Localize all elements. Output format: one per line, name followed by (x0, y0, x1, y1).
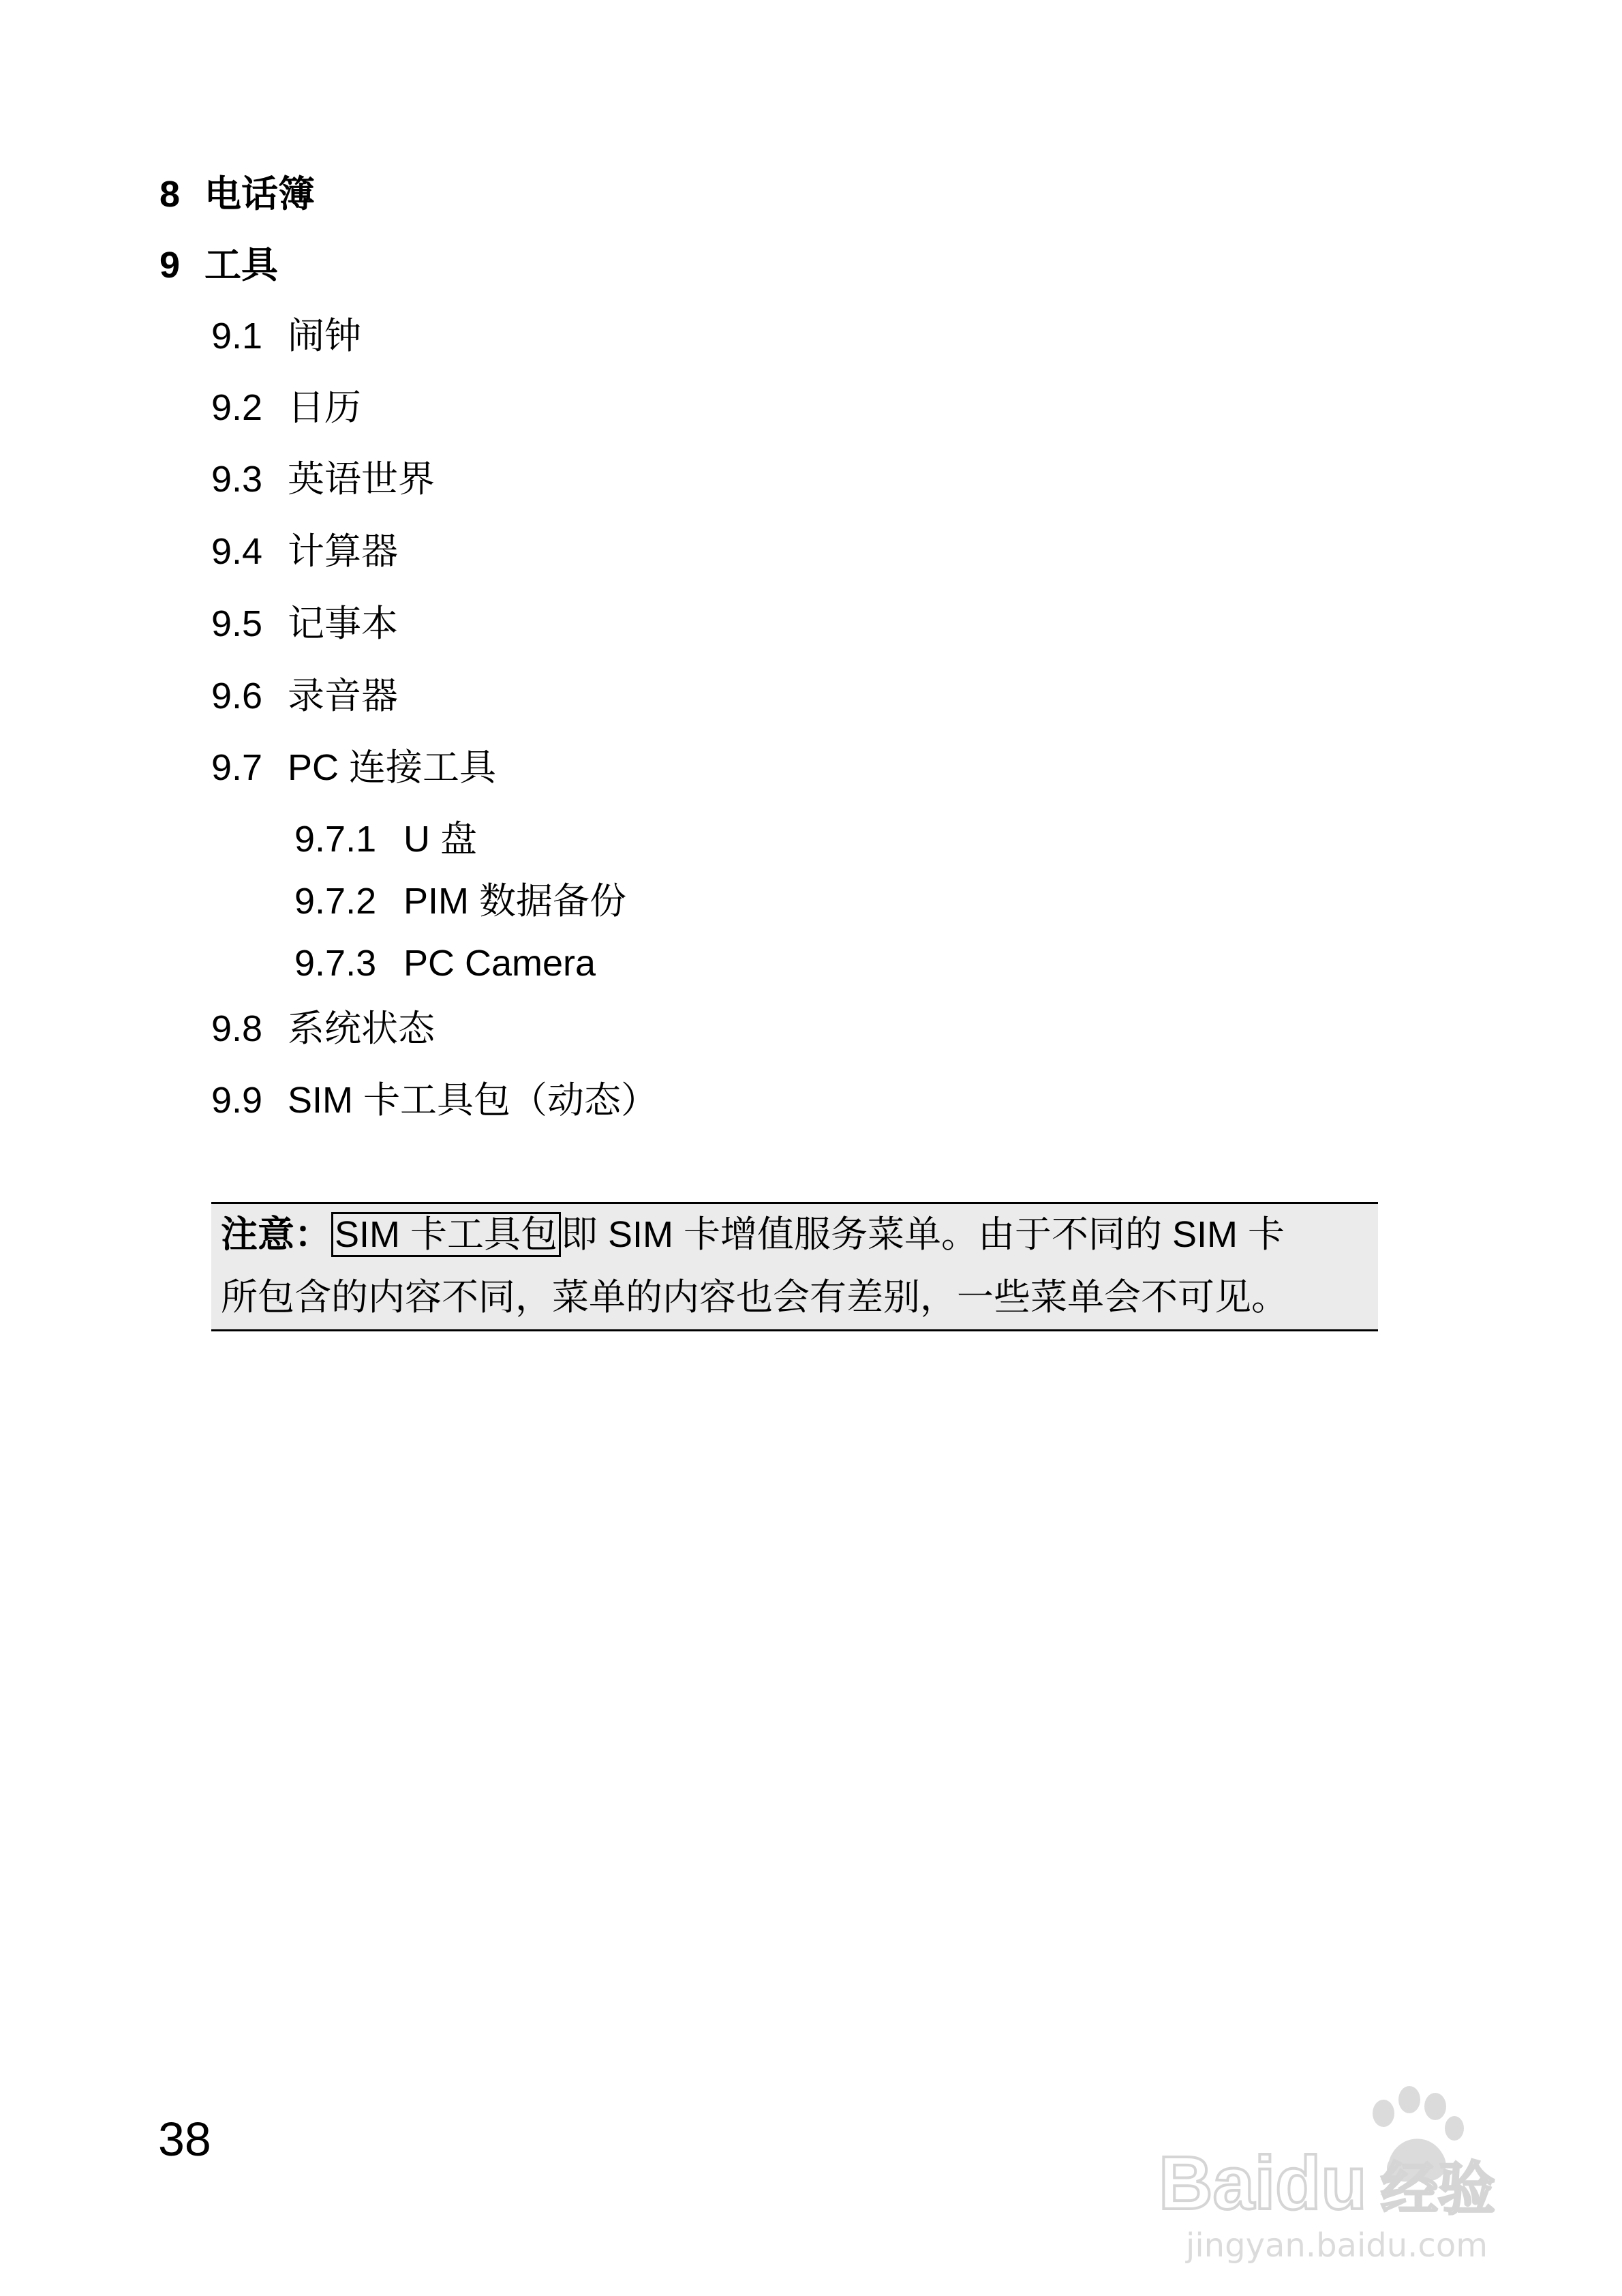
section-title: 日历 (288, 387, 361, 428)
toc-section-9-8 (211, 1006, 435, 1051)
section-number: 9.9 (211, 1080, 263, 1121)
section-title: 录音器 (288, 676, 398, 716)
note-line-1 (221, 1212, 1285, 1257)
toc-chapter-9 (159, 243, 278, 288)
section-number: 9.3 (211, 459, 263, 500)
section-number: 9.4 (211, 531, 263, 572)
toc-section-9-2 (211, 385, 361, 430)
section-number: 9.8 (211, 1008, 263, 1049)
chapter-title: 电话簿 (204, 174, 315, 215)
note-box (211, 1202, 1378, 1331)
section-title: PC 连接工具 (288, 747, 497, 788)
toc-section-9-1 (211, 314, 361, 359)
svg-text:jingyan.baidu.com: jingyan.baidu.com (1186, 2226, 1488, 2265)
subsection-number: 9.7.1 (294, 819, 377, 860)
toc-section-9-6 (211, 674, 398, 719)
section-number: 9.7 (211, 747, 263, 788)
section-title: 计算器 (288, 531, 398, 572)
svg-text:经验: 经验 (1381, 2156, 1496, 2222)
toc-subsection-9-7-3 (294, 941, 596, 986)
section-number: 9.2 (211, 387, 263, 428)
toc-section-9-5 (211, 601, 398, 646)
toc-section-9-3 (211, 457, 435, 502)
note-highlight-term: SIM 卡工具包 (331, 1212, 561, 1257)
toc-section-9-4 (211, 529, 398, 574)
chapter-number: 9 (159, 245, 181, 286)
toc-section-9-7 (211, 745, 496, 790)
section-number: 9.5 (211, 603, 263, 644)
svg-text:Baidu: Baidu (1159, 2141, 1367, 2225)
section-title: SIM 卡工具包（动态） (288, 1080, 658, 1121)
section-title: 闹钟 (288, 316, 361, 357)
note-text: 所包含的内容不同，菜单的内容也会有差别，一些菜单会不可见。 (221, 1277, 1288, 1318)
subsection-title: U 盘 (403, 819, 477, 860)
toc-chapter-8 (159, 172, 315, 217)
section-number: 9.6 (211, 676, 263, 716)
subsection-number: 9.7.2 (294, 881, 377, 922)
toc-subsection-9-7-1 (294, 817, 477, 862)
chapter-number: 8 (159, 174, 181, 215)
note-text: 即 SIM 卡增值服务菜单。由于不同的 SIM 卡 (561, 1214, 1285, 1255)
toc-subsection-9-7-2 (294, 879, 626, 924)
page-number: 38 (158, 2113, 211, 2166)
note-line-2 (221, 1275, 1288, 1320)
baidu-jingyan-watermark (1159, 2066, 1540, 2270)
toc-section-9-9 (211, 1078, 658, 1123)
subsection-number: 9.7.3 (294, 943, 377, 984)
chapter-title: 工具 (204, 245, 278, 286)
note-label: 注意： (221, 1214, 331, 1255)
subsection-title: PC Camera (403, 943, 596, 984)
section-title: 英语世界 (288, 459, 435, 500)
section-title: 记事本 (288, 603, 398, 644)
subsection-title: PIM 数据备份 (403, 881, 627, 922)
section-number: 9.1 (211, 316, 263, 357)
section-title: 系统状态 (288, 1008, 435, 1049)
